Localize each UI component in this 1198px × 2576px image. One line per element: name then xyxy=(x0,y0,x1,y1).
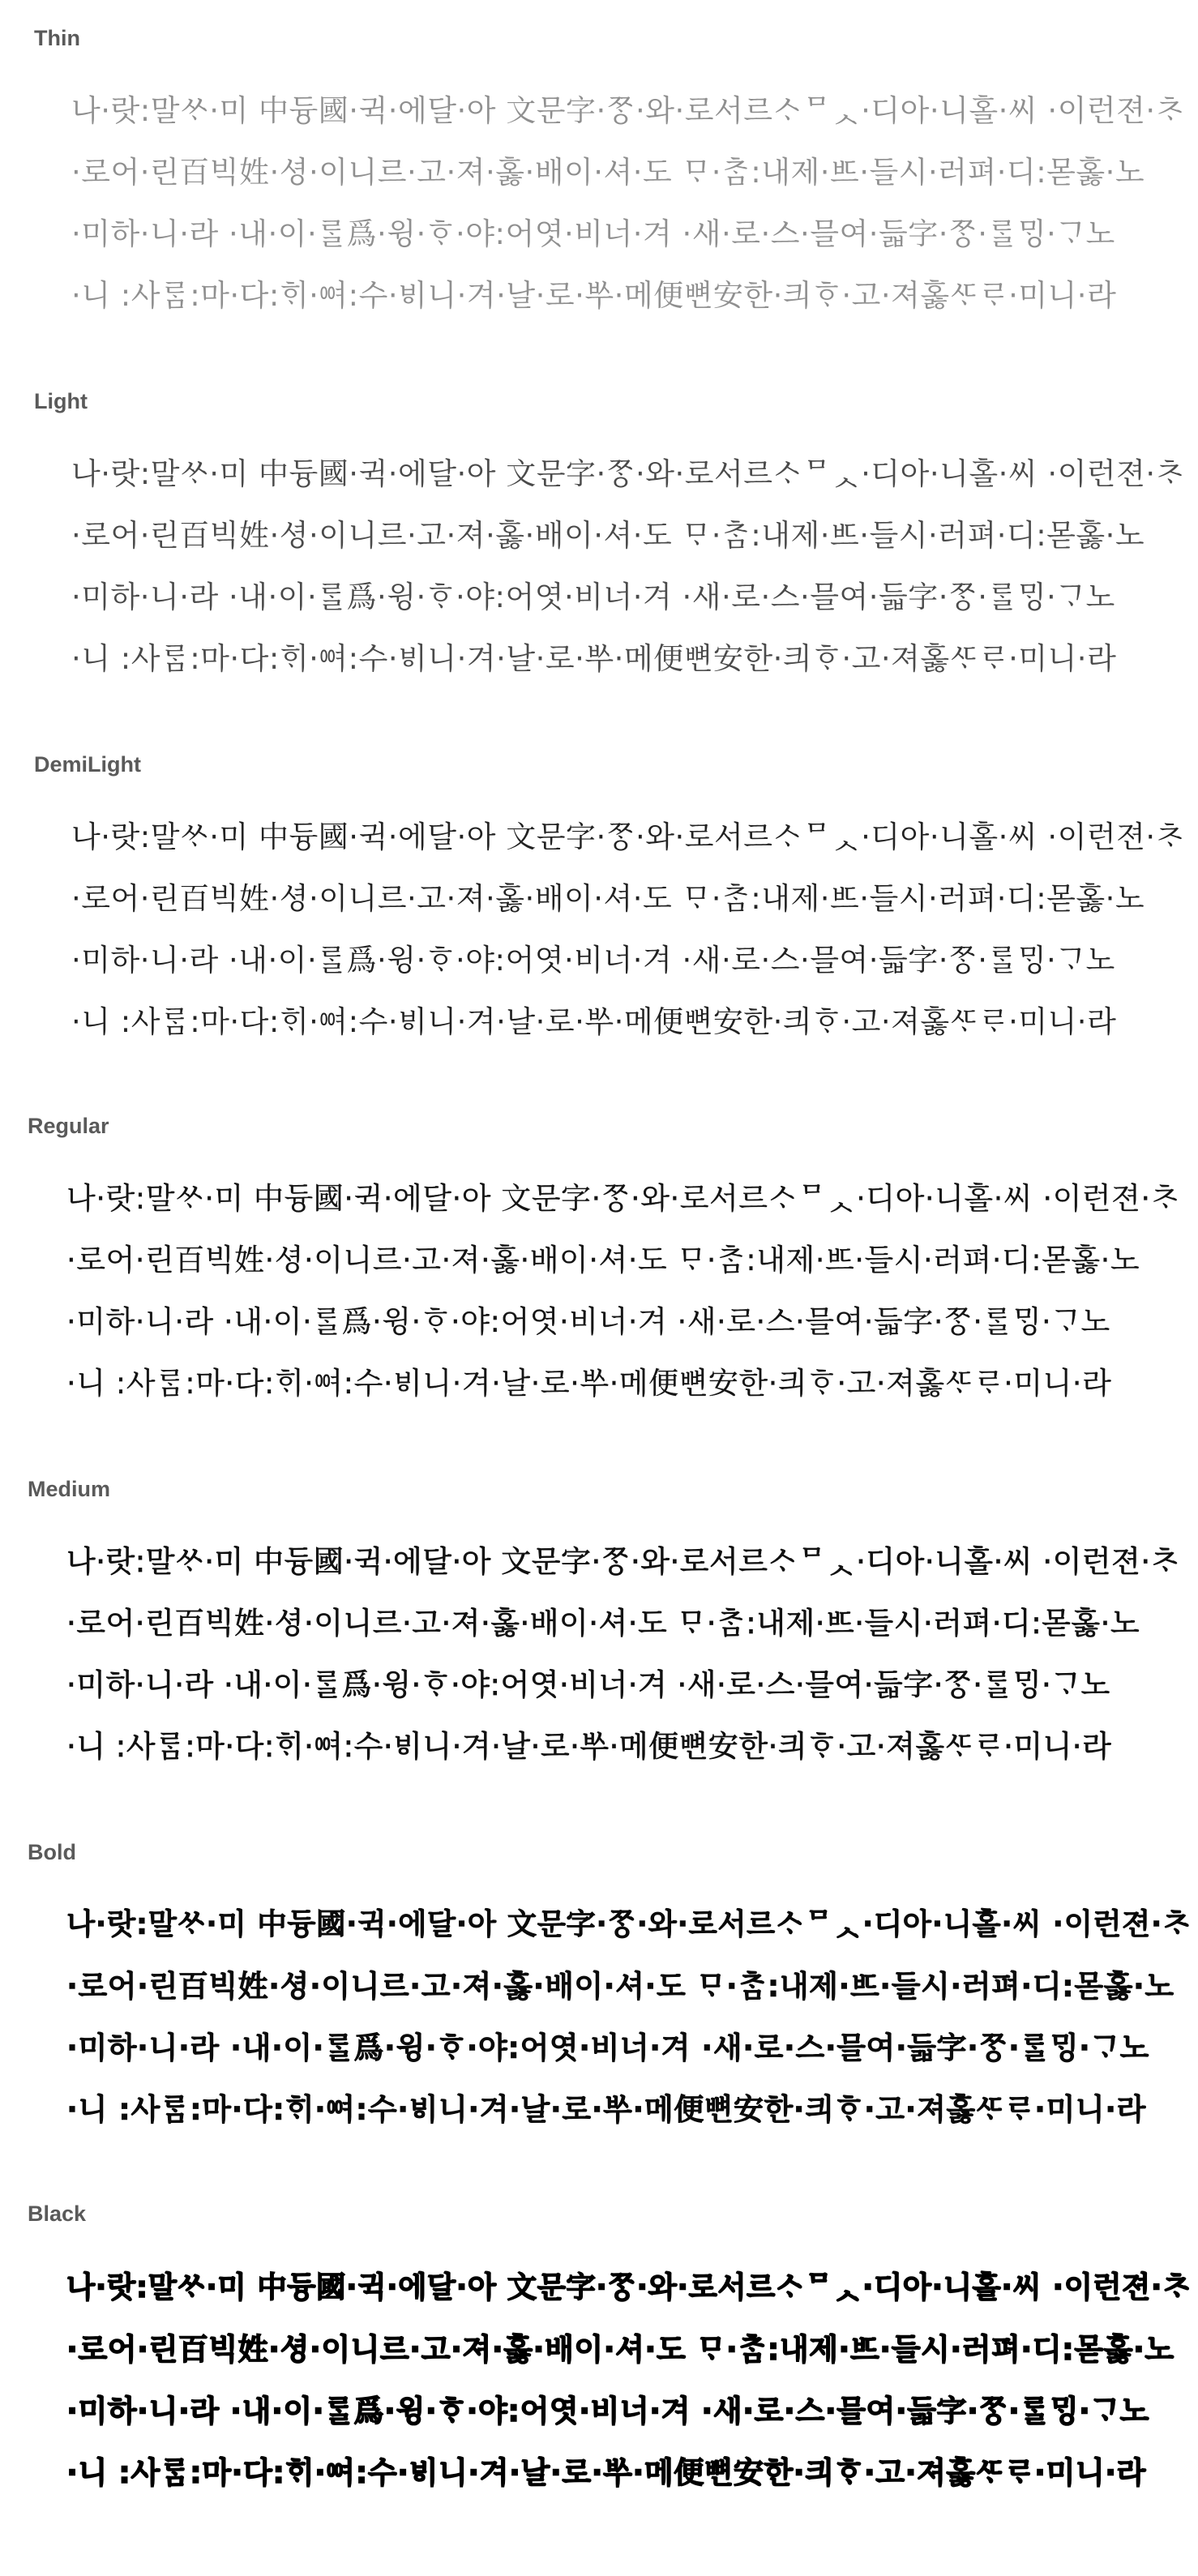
sample-line-4: ·니 :사ᄅᆞᆷ:마·다:ᄒᆡ·ᅇᅧ:수·ᄫᅵ니·겨·날·로·ᄡᅮ·메便뼌安한·킈ᄒᆞ·고·져홇ᄯᆞᄅᆞ·미니·라 xyxy=(71,1004,1117,1039)
sample-line-3: ·미하·니·라 ·내·이·ᄅᆞᆯ爲·윙·ᄒᆞ·야:어엿·비너·겨 ·새·로·스·믈여·듧字·ᄍᆞᆼ·ᄅᆞᆯᄆᆡᆼ·ᄀᆞ노 xyxy=(71,943,1115,978)
weight-label-light: Light xyxy=(34,389,88,413)
sample-line-4: ·니 :사ᄅᆞᆷ:마·다:ᄒᆡ·ᅇᅧ:수·ᄫᅵ니·겨·날·로·ᄡᅮ·메便뼌安한·킈ᄒᆞ·고·져홇ᄯᆞᄅᆞ·미니·라 xyxy=(71,278,1117,313)
sample-line-2: ·로어·린百빅姓·셩·이니르·고·져·홇·배이·셔·도 ᄆᆞ·ᄎᆞᆷ:내제·ᄠᅳ·들시·러펴·디:몯홇·노 xyxy=(66,1606,1140,1641)
sample-line-1: 나·랏:말ᄊᆞ·미 中듕國·귁·에달·아 文문字·ᄍᆞᆼ·와·로서르ᄉᆞᄆᆺ·디아·니홀·씨 ·이런젼·ᄎᆞ xyxy=(66,1906,1192,1941)
sample-line-3: ·미하·니·라 ·내·이·ᄅᆞᆯ爲·윙·ᄒᆞ·야:어엿·비너·겨 ·새·로·스·믈여·듧字·ᄍᆞᆼ·ᄅᆞᆯᄆᆡᆼ·ᄀᆞ노 xyxy=(66,1667,1110,1702)
sample-line-2: ·로어·린百빅姓·셩·이니르·고·져·홇·배이·셔·도 ᄆᆞ·ᄎᆞᆷ:내제·ᄠᅳ·들시·러펴·디:몯홇·노 xyxy=(66,2332,1174,2367)
sample-line-4: ·니 :사ᄅᆞᆷ:마·다:ᄒᆡ·ᅇᅧ:수·ᄫᅵ니·겨·날·로·ᄡᅮ·메便뼌安한·킈ᄒᆞ·고·져홇ᄯᆞᄅᆞ·미니·라 xyxy=(71,641,1117,676)
sample-line-1: 나·랏:말ᄊᆞ·미 中듕國·귁·에달·아 文문字·ᄍᆞᆼ·와·로서르ᄉᆞᄆᆺ·디아·니홀·씨 ·이런젼·ᄎᆞ xyxy=(71,456,1185,491)
sample-line-1: 나·랏:말ᄊᆞ·미 中듕國·귁·에달·아 文문字·ᄍᆞᆼ·와·로서르ᄉᆞᄆᆺ·디아·니홀·씨 ·이런젼·ᄎᆞ xyxy=(66,2270,1192,2304)
weight-label-bold: Bold xyxy=(28,1840,76,1864)
sample-line-3: ·미하·니·라 ·내·이·ᄅᆞᆯ爲·윙·ᄒᆞ·야:어엿·비너·겨 ·새·로·스·믈여·듧字·ᄍᆞᆼ·ᄅᆞᆯᄆᆡᆼ·ᄀᆞ노 xyxy=(71,580,1115,614)
sample-line-2: ·로어·린百빅姓·셩·이니르·고·져·홇·배이·셔·도 ᄆᆞ·ᄎᆞᆷ:내제·ᄠᅳ·들시·러펴·디:몯홇·노 xyxy=(66,1969,1174,2004)
sample-line-4: ·니 :사ᄅᆞᆷ:마·다:ᄒᆡ·ᅇᅧ:수·ᄫᅵ니·겨·날·로·ᄡᅮ·메便뼌安한·킈ᄒᆞ·고·져홇ᄯᆞᄅᆞ·미니·라 xyxy=(66,2455,1146,2490)
weight-label-regular: Regular xyxy=(28,1114,109,1138)
sample-line-4: ·니 :사ᄅᆞᆷ:마·다:ᄒᆡ·ᅇᅧ:수·ᄫᅵ니·겨·날·로·ᄡᅮ·메便뼌安한·킈ᄒᆞ·고·져홇ᄯᆞᄅᆞ·미니·라 xyxy=(66,2092,1146,2127)
sample-line-1: 나·랏:말ᄊᆞ·미 中듕國·귁·에달·아 文문字·ᄍᆞᆼ·와·로서르ᄉᆞᄆᆺ·디아·니홀·씨 ·이런젼·ᄎᆞ xyxy=(71,819,1185,854)
weight-label-thin: Thin xyxy=(34,26,80,50)
sample-line-3: ·미하·니·라 ·내·이·ᄅᆞᆯ爲·윙·ᄒᆞ·야:어엿·비너·겨 ·새·로·스·믈여·듧字·ᄍᆞᆼ·ᄅᆞᆯᄆᆡᆼ·ᄀᆞ노 xyxy=(66,2030,1149,2065)
sample-line-4: ·니 :사ᄅᆞᆷ:마·다:ᄒᆡ·ᅇᅧ:수·ᄫᅵ니·겨·날·로·ᄡᅮ·메便뼌安한·킈ᄒᆞ·고·져홇ᄯᆞᄅᆞ·미니·라 xyxy=(66,1729,1112,1764)
weight-label-black: Black xyxy=(28,2202,87,2226)
sample-line-2: ·로어·린百빅姓·셩·이니르·고·져·홇·배이·셔·도 ᄆᆞ·ᄎᆞᆷ:내제·ᄠᅳ·들시·러펴·디:몯홇·노 xyxy=(71,518,1145,553)
sample-line-2: ·로어·린百빅姓·셩·이니르·고·져·홇·배이·셔·도 ᄆᆞ·ᄎᆞᆷ:내제·ᄠᅳ·들시·러펴·디:몯홇·노 xyxy=(71,881,1145,916)
sample-line-4: ·니 :사ᄅᆞᆷ:마·다:ᄒᆡ·ᅇᅧ:수·ᄫᅵ니·겨·날·로·ᄡᅮ·메便뼌安한·킈ᄒᆞ·고·져홇ᄯᆞᄅᆞ·미니·라 xyxy=(66,1366,1112,1401)
sample-line-3: ·미하·니·라 ·내·이·ᄅᆞᆯ爲·윙·ᄒᆞ·야:어엿·비너·겨 ·새·로·스·믈여·듧字·ᄍᆞᆼ·ᄅᆞᆯᄆᆡᆼ·ᄀᆞ노 xyxy=(71,216,1115,251)
sample-line-2: ·로어·린百빅姓·셩·이니르·고·져·홇·배이·셔·도 ᄆᆞ·ᄎᆞᆷ:내제·ᄠᅳ·들시·러펴·디:몯홇·노 xyxy=(71,155,1145,190)
sample-line-2: ·로어·린百빅姓·셩·이니르·고·져·홇·배이·셔·도 ᄆᆞ·ᄎᆞᆷ:내제·ᄠᅳ·들시·러펴·디:몯홇·노 xyxy=(66,1243,1140,1277)
weight-label-demilight: DemiLight xyxy=(34,752,141,777)
sample-line-1: 나·랏:말ᄊᆞ·미 中듕國·귁·에달·아 文문字·ᄍᆞᆼ·와·로서르ᄉᆞᄆᆺ·디아·니홀·씨 ·이런젼·ᄎᆞ xyxy=(71,93,1185,128)
weight-label-medium: Medium xyxy=(28,1477,111,1501)
sample-line-3: ·미하·니·라 ·내·이·ᄅᆞᆯ爲·윙·ᄒᆞ·야:어엿·비너·겨 ·새·로·스·믈여·듧字·ᄍᆞᆼ·ᄅᆞᆯᄆᆡᆼ·ᄀᆞ노 xyxy=(66,1304,1110,1339)
sample-line-1: 나·랏:말ᄊᆞ·미 中듕國·귁·에달·아 文문字·ᄍᆞᆼ·와·로서르ᄉᆞᄆᆺ·디아·니홀·씨 ·이런젼·ᄎᆞ xyxy=(66,1544,1180,1579)
sample-line-1: 나·랏:말ᄊᆞ·미 中듕國·귁·에달·아 文문字·ᄍᆞᆼ·와·로서르ᄉᆞᄆᆺ·디아·니홀·씨 ·이런젼·ᄎᆞ xyxy=(66,1181,1180,1216)
sample-line-3: ·미하·니·라 ·내·이·ᄅᆞᆯ爲·윙·ᄒᆞ·야:어엿·비너·겨 ·새·로·스·믈여·듧字·ᄍᆞᆼ·ᄅᆞᆯᄆᆡᆼ·ᄀᆞ노 xyxy=(66,2394,1149,2428)
